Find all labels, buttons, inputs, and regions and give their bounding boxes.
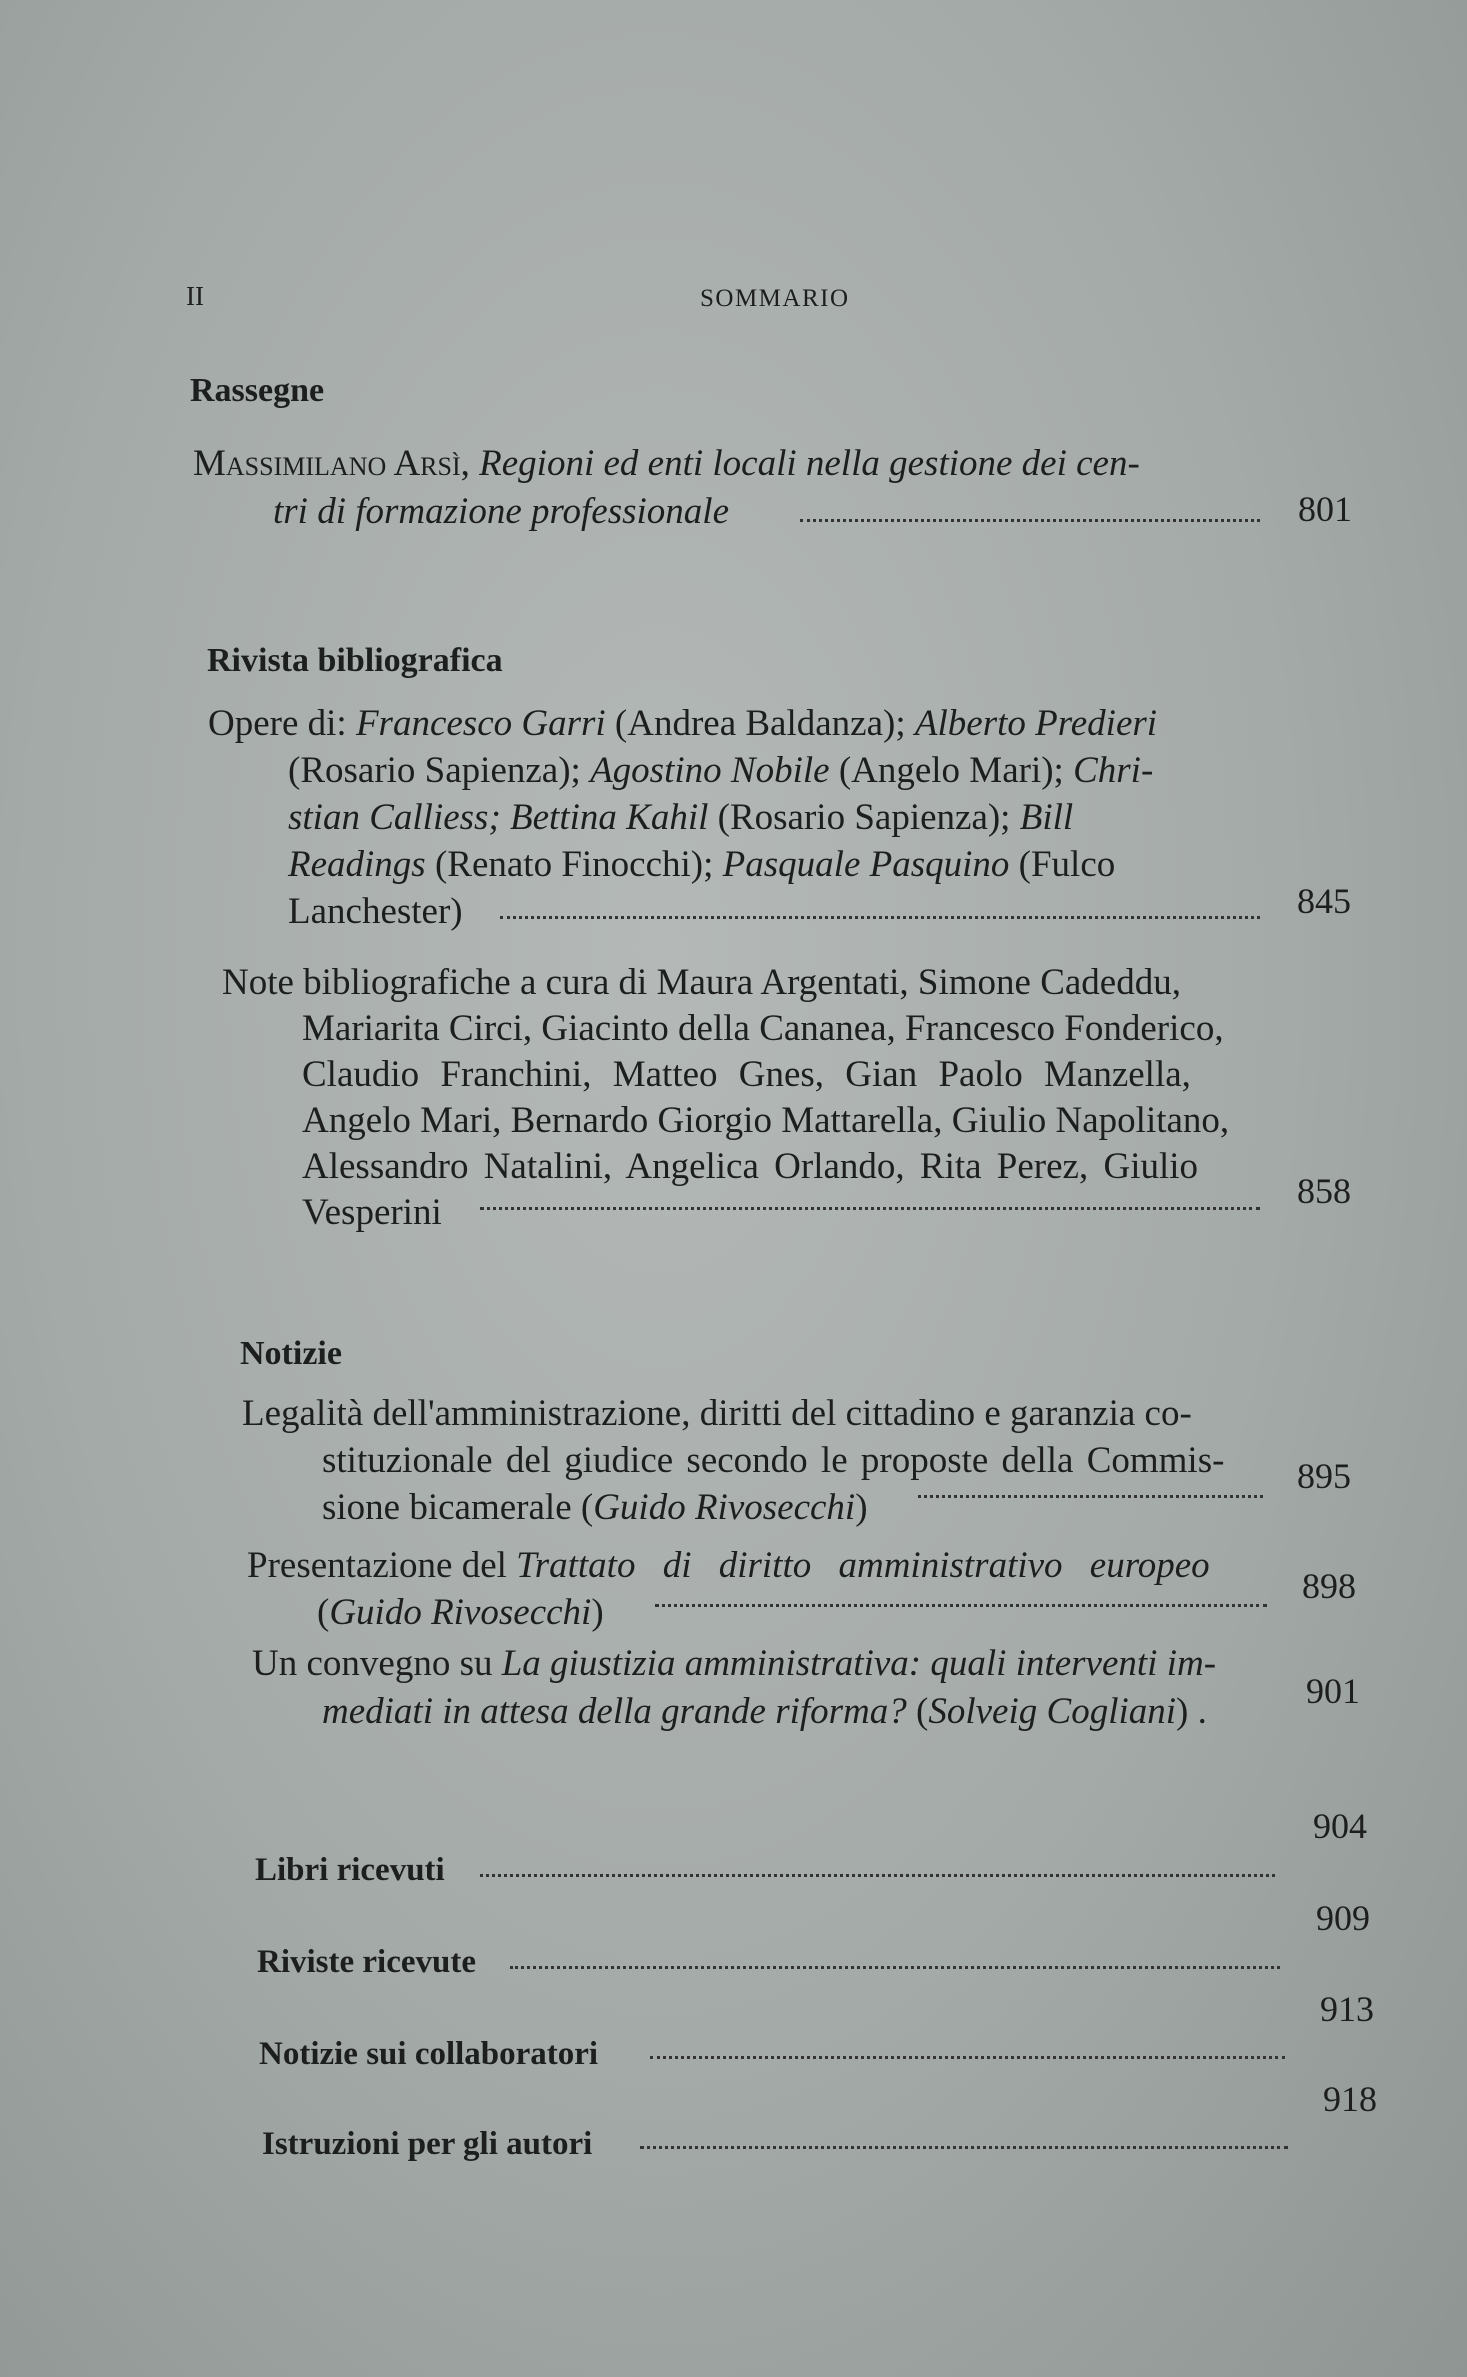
dot-leader xyxy=(510,1962,1280,1969)
entry-line: Legalità dell'amministrazione, diritti del cittadino e garanzia co- xyxy=(242,1393,1192,1434)
dot-leader xyxy=(480,1870,1275,1877)
note-line: Claudio Franchini, Matteo Gnes, Gian Paolo Manzella, xyxy=(302,1054,1191,1095)
reviewer-name: (Andrea Baldanza); xyxy=(614,703,906,744)
toc-entry-riviste-ricevute: Riviste ricevute xyxy=(257,1944,476,1980)
note-line: Note bibliografiche a cura di Maura Argentati, Simone Cadeddu, xyxy=(222,962,1181,1003)
toc-entry-note xyxy=(222,960,1268,1236)
author-name: Pasquale Pasquino xyxy=(722,844,1010,885)
punctuation: ( xyxy=(317,1592,330,1633)
author-name: Chri- xyxy=(1073,750,1154,791)
entry-title-line1: Regioni ed enti locali nella gestione dei cen- xyxy=(479,443,1140,484)
toc-entry-convegno xyxy=(252,1640,1292,1736)
page-number: 909 xyxy=(1316,1898,1370,1938)
entry-author: Massimilano Arsì xyxy=(193,443,461,484)
author-name: stian Calliess; xyxy=(288,797,501,838)
dot-leader xyxy=(650,2052,1285,2059)
reviewer-name: (Angelo Mari); xyxy=(838,750,1064,791)
dot-leader xyxy=(500,912,1260,919)
note-line: Mariarita Circi, Giacinto della Cananea, Francesco Fonderico, xyxy=(302,1008,1224,1049)
toc-entry-libri-ricevuti: Libri ricevuti xyxy=(255,1852,445,1888)
note-line: Vesperini xyxy=(302,1192,442,1233)
note-line: Alessandro Natalini, Angelica Orlando, Rita Perez, Giulio xyxy=(302,1146,1199,1187)
author-name: Guido Rivosecchi xyxy=(329,1592,592,1633)
reviewer-name: (Renato Finocchi); xyxy=(434,844,714,885)
author-name: Readings xyxy=(288,844,426,885)
work-title: mediati in attesa della grande riforma? xyxy=(322,1691,907,1732)
page-number: 913 xyxy=(1320,1989,1374,2029)
toc-entry-legalita xyxy=(242,1390,1282,1531)
entry-line: sione bicamerale ( xyxy=(322,1487,594,1528)
reviewer-name: (Rosario Sapienza); xyxy=(717,797,1011,838)
dot-leader xyxy=(918,1491,1263,1498)
toc-entry-notizie-collaboratori: Notizie sui collaboratori xyxy=(259,2036,599,2072)
page-folio: II xyxy=(186,281,204,311)
author-name: Agostino Nobile xyxy=(590,750,830,791)
reviewer-name: (Fulco xyxy=(1018,844,1116,885)
page-number: 898 xyxy=(1302,1566,1356,1606)
author-name: Francesco Garri xyxy=(355,703,606,744)
entry-title-line2: tri di formazione professionale xyxy=(273,491,729,532)
work-title: Trattato di diritto amministrativo europeo xyxy=(516,1545,1210,1586)
entry-line: Un convegno su xyxy=(252,1643,493,1684)
page-number: 858 xyxy=(1297,1171,1351,1211)
punctuation: ) xyxy=(591,1592,604,1633)
section-heading-rivista: Rivista bibliografica xyxy=(207,642,503,679)
opere-prefix: Opere di: xyxy=(208,703,347,744)
page-number: 845 xyxy=(1297,881,1351,921)
entry-line: Presentazione del xyxy=(247,1545,507,1586)
punctuation: ) . xyxy=(1176,1691,1207,1732)
author-name: Guido Rivosecchi xyxy=(593,1487,856,1528)
punctuation: ) xyxy=(855,1487,868,1528)
toc-entry-rassegne: Massimilano Arsì, Regioni ed enti locali nella gestione dei cen- tri di formazione professionale xyxy=(193,443,1140,532)
toc-entry-trattato xyxy=(247,1542,1273,1636)
dot-leader xyxy=(640,2142,1288,2149)
page-number: 901 xyxy=(1306,1671,1360,1711)
author-name: Alberto Predieri xyxy=(914,703,1158,744)
note-line: Angelo Mari, Bernardo Giorgio Mattarella, Giulio Napolitano, xyxy=(302,1100,1230,1141)
page-number: 904 xyxy=(1313,1806,1367,1846)
section-heading-notizie: Notizie xyxy=(240,1335,342,1372)
dot-leader xyxy=(655,1600,1267,1607)
reviewer-name: (Rosario Sapienza); xyxy=(288,750,581,791)
punctuation: ( xyxy=(916,1691,929,1732)
work-title: La giustizia amministrativa: quali interventi im- xyxy=(501,1643,1217,1684)
author-name: Solveig Cogliani xyxy=(928,1691,1177,1732)
running-title: SOMMARIO xyxy=(700,285,850,312)
dot-leader xyxy=(480,1203,1260,1210)
entry-line: stituzionale del giudice secondo le proposte della Commis- xyxy=(322,1440,1225,1481)
author-name: Bill xyxy=(1019,797,1074,838)
page-number: 801 xyxy=(1298,489,1352,529)
page-number: 895 xyxy=(1297,1456,1351,1496)
author-name: Bettina Kahil xyxy=(510,797,709,838)
toc-entry-opere xyxy=(208,700,1266,935)
reviewer-name: Lanchester) xyxy=(288,891,463,932)
section-heading-rassegne: Rassegne xyxy=(190,372,325,409)
toc-entry-istruzioni-autori: Istruzioni per gli autori xyxy=(262,2126,593,2162)
page-number: 918 xyxy=(1323,2079,1377,2119)
dot-leader xyxy=(800,515,1260,522)
